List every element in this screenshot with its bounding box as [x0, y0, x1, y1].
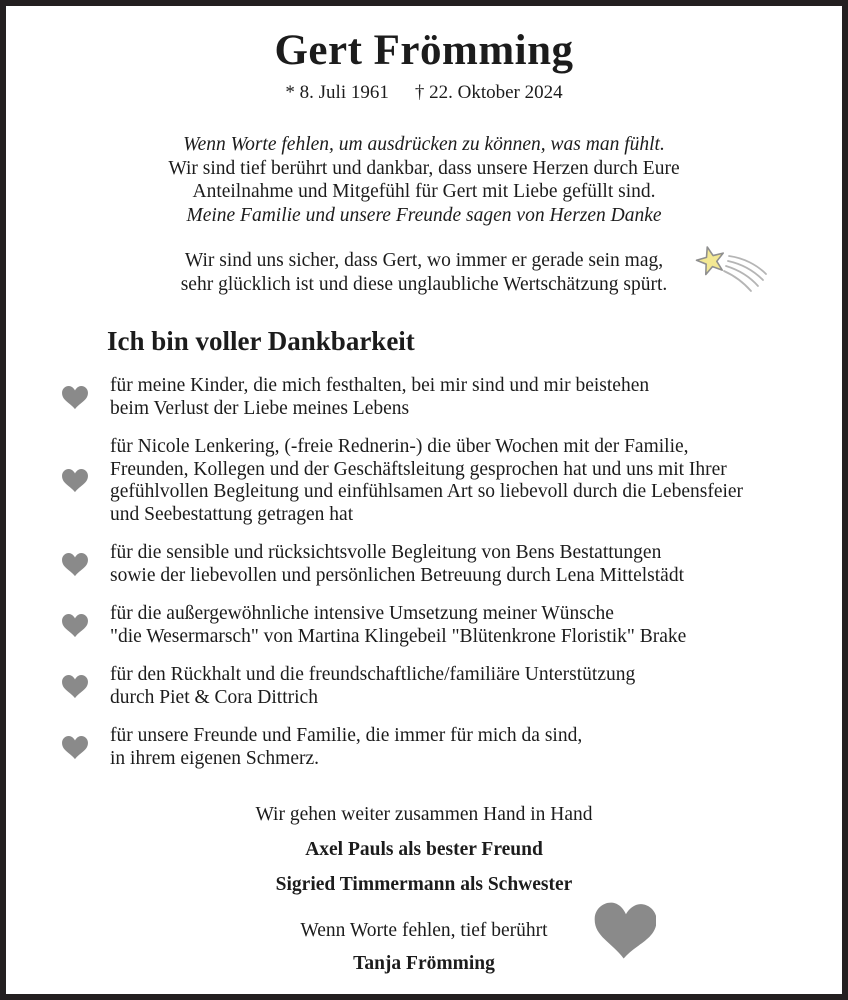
list-item [62, 436, 842, 526]
certainty-line: Wir sind uns sicher, dass Gert, wo immer er gerade sein mag, [184, 250, 664, 271]
signature-block [6, 919, 842, 975]
heart-icon [62, 386, 88, 410]
list-item-text: für unsere Freunde und Familie, die immer für mich da sind, in ihrem eigenen Schmerz. [110, 725, 583, 769]
gratitude-list [62, 375, 842, 770]
deceased-name: Gert Frömming [274, 27, 574, 74]
mourner-name: Sigried Timmermann als Schwester [275, 874, 573, 895]
list-item [62, 603, 842, 648]
list-item [62, 375, 842, 420]
list-item [62, 664, 842, 709]
intro-line: Wir sind tief berührt und dankbar, dass unsere Herzen durch Eure [168, 157, 680, 179]
list-item-text: für Nicole Lenkering, (-freie Rednerin-) die über Wochen mit der Familie, Freunden, Kollegen und der Geschäftsleitung gesprochen hat und uns mit Ihrer gefühlvollen Begleitung und einfühlsamen Art so liebevoll durch die Lebensfeier und Seebestattung getragen hat [110, 436, 744, 525]
heart-icon [62, 736, 88, 760]
list-item-text: für die außergewöhnliche intensive Umsetzung meiner Wünsche "die Wesermarsch" von Martina Klingebeil "Blütenkrone Floristik" Brake [110, 603, 687, 647]
death-date: † 22. Oktober 2024 [414, 82, 563, 103]
header [6, 6, 842, 104]
signature-line: Wenn Worte fehlen, tief berührt [300, 920, 548, 941]
heart-icon [62, 469, 88, 493]
heart-icon [62, 614, 88, 638]
list-item [62, 542, 842, 587]
closing-line: Wir gehen weiter zusammen Hand in Hand [255, 804, 593, 825]
signature-name: Tanja Frömming [353, 953, 495, 974]
birth-date: * 8. Juli 1961 [285, 82, 389, 103]
gratitude-heading: Ich bin voller Dankbarkeit [107, 326, 415, 356]
heart-icon [62, 553, 88, 577]
big-heart-icon [594, 902, 656, 964]
list-item-text: für den Rückhalt und die freundschaftliche/familiäre Unterstützung durch Piet & Cora Dittrich [110, 664, 636, 708]
list-item-text: für die sensible und rücksichtsvolle Begleitung von Bens Bestattungen sowie der liebevollen und persönlichen Betreuung durch Lena Mittelstädt [110, 542, 685, 586]
life-dates [6, 81, 842, 104]
closing-block [6, 803, 842, 896]
intro-line: Anteilnahme und Mitgefühl für Gert mit Liebe gefüllt sind. [192, 181, 656, 202]
intro-line: Wenn Worte fehlen, um ausdrücken zu können, was man fühlt. [183, 134, 665, 155]
intro-line: Meine Familie und unsere Freunde sagen von Herzen Danke [186, 204, 662, 226]
list-item-text: für meine Kinder, die mich festhalten, bei mir sind und mir beistehen beim Verlust der Liebe meines Lebens [110, 375, 650, 419]
shooting-star-icon [694, 242, 770, 298]
heart-icon [62, 675, 88, 699]
certainty-line: sehr glücklich ist und diese unglaubliche Wertschätzung spürt. [180, 273, 668, 295]
mourner-name: Axel Pauls als bester Freund [305, 839, 543, 860]
list-item [62, 725, 842, 770]
intro-paragraph [6, 133, 842, 227]
